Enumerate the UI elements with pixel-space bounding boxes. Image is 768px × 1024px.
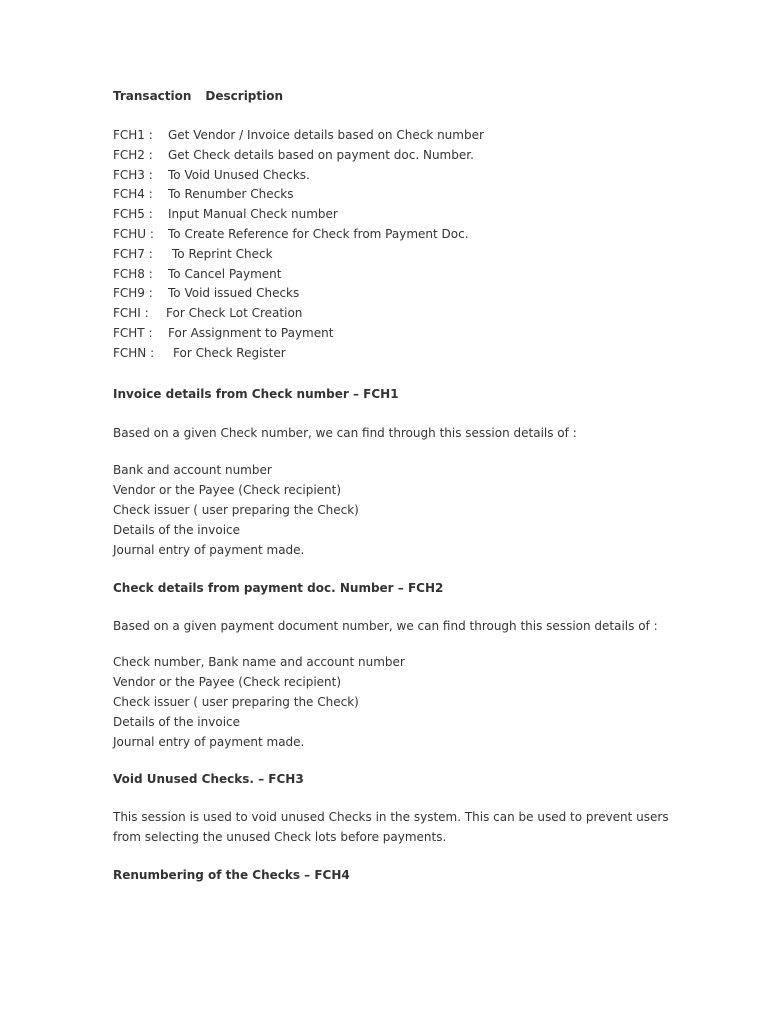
transaction-code: FCH2 :	[113, 147, 153, 162]
transaction-description: To Renumber Checks	[168, 187, 294, 202]
paragraph-line: This session is used to void unused Checks in the system. This can be used to prevent users	[113, 810, 669, 824]
transaction-description: Input Manual Check number	[168, 207, 338, 222]
section-fch1-intro	[113, 423, 653, 443]
header-description: Description	[205, 89, 284, 103]
transaction-description: To Reprint Check	[172, 246, 273, 261]
section-fch1-list	[113, 460, 653, 560]
transaction-description: For Assignment to Payment	[168, 325, 334, 340]
section-fch3-body	[113, 807, 669, 847]
header-transaction: Transaction	[113, 89, 192, 103]
transaction-code: FCH8 :	[113, 266, 153, 281]
transaction-code: FCHT :	[113, 325, 153, 340]
paragraph-line: from selecting the unused Check lots before payments.	[113, 830, 447, 844]
transaction-description: For Check Lot Creation	[166, 306, 303, 321]
section-fch2-intro	[113, 616, 658, 636]
section-fch1	[113, 384, 653, 404]
list-item: Journal entry of payment made.	[113, 543, 305, 557]
list-item: Bank and account number	[113, 463, 272, 477]
section-fch4	[113, 865, 653, 885]
transaction-description: To Cancel Payment	[168, 266, 282, 281]
table-header	[113, 89, 283, 103]
transaction-code: FCHU :	[113, 226, 154, 241]
section-heading: Renumbering of the Checks – FCH4	[113, 868, 350, 882]
transaction-code: FCH9 :	[113, 286, 153, 301]
list-item: Vendor or the Payee (Check recipient)	[113, 675, 342, 689]
transaction-code: FCH5 :	[113, 207, 153, 222]
section-heading: Check details from payment doc. Number – FCH2	[113, 581, 444, 595]
list-item: Details of the invoice	[113, 523, 241, 537]
list-item: Check issuer ( user preparing the Check)	[113, 695, 359, 709]
list-item: Details of the invoice	[113, 715, 241, 729]
section-fch3	[113, 769, 653, 789]
transaction-description: Get Check details based on payment doc. Number.	[168, 147, 474, 162]
section-heading: Invoice details from Check number – FCH1	[113, 387, 399, 401]
section-fch2-list	[113, 652, 653, 752]
list-item: Check number, Bank name and account number	[113, 655, 405, 669]
transaction-code: FCH1 :	[113, 128, 153, 142]
list-item: Vendor or the Payee (Check recipient)	[113, 483, 342, 497]
transaction-description: To Void Unused Checks.	[168, 167, 310, 182]
transaction-description: Get Vendor / Invoice details based on Check number	[168, 128, 484, 142]
transaction-code: FCH3 :	[113, 167, 153, 182]
transaction-code: FCHN :	[113, 345, 155, 360]
transaction-code: FCHI :	[113, 306, 149, 321]
transaction-description: For Check Register	[173, 345, 286, 360]
section-intro: Based on a given payment document number, we can find through this session details of :	[113, 619, 658, 633]
section-heading: Void Unused Checks. – FCH3	[113, 772, 304, 786]
section-intro: Based on a given Check number, we can find through this session details of :	[113, 426, 577, 440]
list-item: Check issuer ( user preparing the Check)	[113, 503, 359, 517]
section-fch2	[113, 578, 653, 598]
list-item: Journal entry of payment made.	[113, 735, 305, 749]
transaction-code: FCH4 :	[113, 187, 153, 202]
transaction-code: FCH7 :	[113, 246, 153, 261]
transaction-description: To Create Reference for Check from Payment Doc.	[168, 226, 469, 241]
transaction-description: To Void issued Checks	[168, 286, 300, 301]
